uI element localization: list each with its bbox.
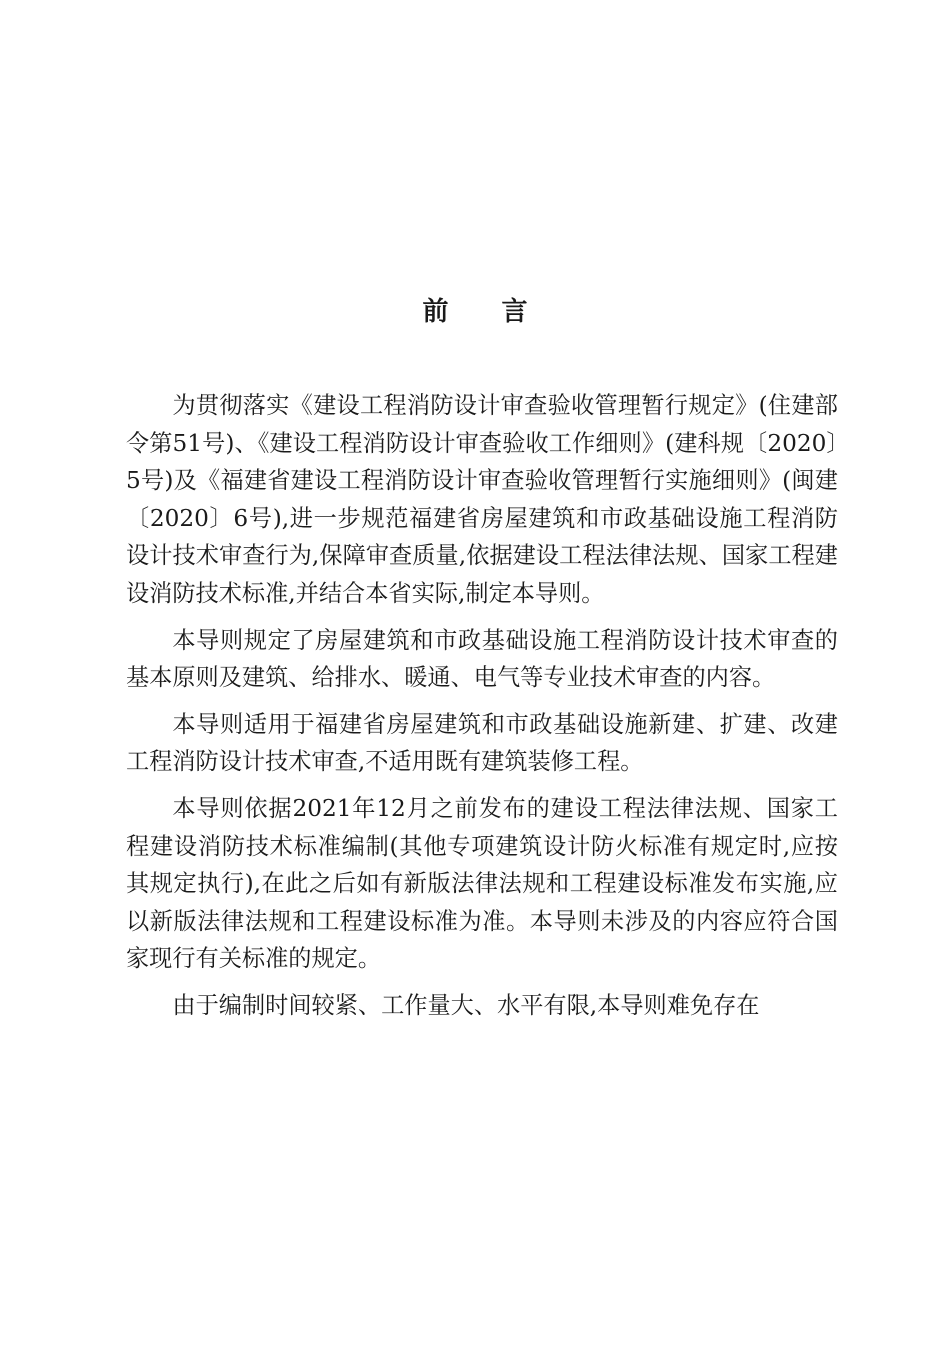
paragraph-basis: 本导则依据2021年12月之前发布的建设工程法律法规、国家工程建设消防技术标准编制(其他专项建筑设计防火标准有规定时,应按其规定执行),在此之后如有新版法律法规和工程建设标准发布实施,应以新版法律法规和工程建设标准为准。本导则未涉及的内容应符合国家现行有关标准的规定。 [126, 794, 838, 973]
paragraph-purpose: 为贯彻落实《建设工程消防设计审查验收管理暂行规定》(住建部令第51号)、《建设工程消防设计审查验收工作细则》(建科规〔2020〕5号)及《福建省建设工程消防设计审查验收管理暂行实施细则》(闽建〔2020〕6号),进一步规范福建省房屋建筑和市政基础设施工程消防设计技术审查行为,保障审查质量,依据建设工程法律法规、国家工程建设消防技术标准,并结合本省实际,制定本导则。 [126, 392, 838, 607]
paragraph-applicability: 本导则适用于福建省房屋建筑和市政基础设施新建、扩建、改建工程消防设计技术审查,不适用既有建筑装修工程。 [126, 710, 838, 776]
paragraph-scope-content: 本导则规定了房屋建筑和市政基础设施工程消防设计技术审查的基本原则及建筑、给排水、暖通、电气等专业技术审查的内容。 [126, 626, 838, 692]
document-body [126, 387, 838, 1034]
paragraph-limitations: 由于编制时间较紧、工作量大、水平有限,本导则难免存在 [172, 991, 760, 1019]
page-title: 前 言 [422, 297, 550, 327]
